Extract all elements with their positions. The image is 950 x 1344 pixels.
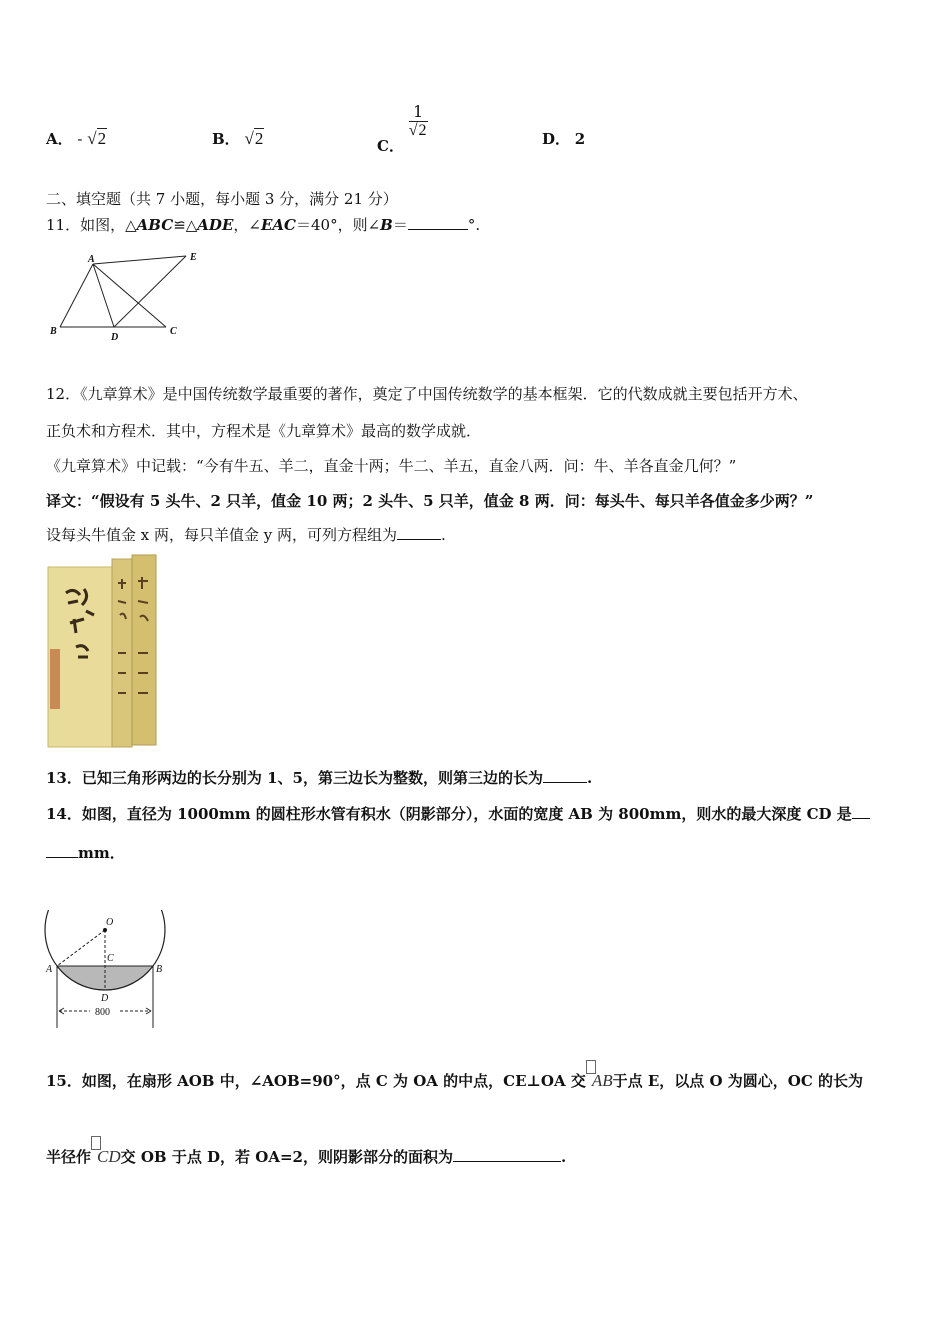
question-15-line2: 半径作 CD交 OB 于点 D，若 OA=2，则阴影部分的面积为 .: [46, 1146, 566, 1167]
question-12-line3: 《九章算术》中记载：“今有牛五、羊二，直金十两；牛二、羊五，直金八两．问：牛、羊各直金几何？”: [46, 457, 737, 475]
question-14-line1: 14．如图，直径为 1000mm 的圆柱形水管有积水（阴影部分），水面的宽度 AB 为 800mm，则水的最大深度 CD 是: [46, 803, 870, 824]
book-image: [46, 553, 158, 749]
question-12-line4: 译文：“假设有 5 头牛、2 只羊，值金 10 两；2 头牛、5 只羊，值金 8 两．问：每头牛、每只羊各值金多少两？”: [46, 492, 814, 510]
fig14-label-b: B: [156, 964, 163, 975]
sqrt-expression: √2: [244, 129, 264, 148]
question-12-line2: 正负术和方程术．其中，方程术是《九章算术》最高的数学成就．: [46, 422, 482, 440]
arc-notation: CD: [91, 1147, 121, 1166]
answer-blank: [408, 215, 468, 230]
option-a: A． - √2: [46, 129, 107, 148]
question-11: 11．如图，△ABC≌△ADE，∠EAC＝40°，则∠B＝ °.: [46, 216, 481, 234]
fig14-label-d: D: [101, 993, 109, 1004]
answer-blank: [543, 768, 587, 783]
fig14-width-label: 800: [95, 1007, 110, 1018]
pipe-figure: [40, 910, 175, 1032]
fig11-label-b: B: [50, 326, 57, 337]
fig14-label-c: C: [107, 953, 114, 964]
fig11-label-d: D: [111, 332, 119, 343]
fig11-label-e: E: [190, 252, 197, 263]
section-heading: 二、填空题（共 7 小题，每小题 3 分，满分 21 分）: [46, 190, 398, 208]
question-14-line2: mm．: [46, 842, 125, 863]
question-13: 13．已知三角形两边的长分别为 1、5，第三边长为整数，则第三边的长为 .: [46, 769, 593, 787]
question-12-line1: 12．《九章算术》是中国传统数学最重要的著作，奠定了中国传统数学的基本框架．它的代数成就主要包括开方术、: [46, 385, 808, 403]
question-12-line5: 设每头牛值金 x 两，每只羊值金 y 两，可列方程组为 .: [46, 526, 446, 544]
answer-blank: [852, 804, 870, 819]
question-15-line1: 15．如图，在扇形 AOB 中，∠AOB=90°，点 C 为 OA 的中点，CE⊥OA 交 AB于点 E，以点 O 为圆心，OC 的长为: [46, 1070, 863, 1091]
fig11-label-c: C: [170, 326, 177, 337]
arc-notation: AB: [586, 1071, 613, 1090]
answer-blank: [453, 1147, 561, 1162]
triangle-figure: [46, 250, 216, 345]
fraction: $\frac{1}{√2}$: [408, 102, 427, 139]
option-d: D． 2: [542, 130, 586, 148]
answer-blank: [397, 525, 441, 540]
option-c: C． $\frac{1}{√2}$: [377, 102, 427, 155]
fig14-label-o: O: [106, 917, 114, 928]
fig11-label-a: A: [88, 254, 95, 265]
option-b: B． √2: [212, 129, 264, 148]
answer-blank: [46, 843, 78, 858]
sqrt-expression: √2: [87, 129, 107, 148]
fig14-label-a: A: [46, 964, 53, 975]
